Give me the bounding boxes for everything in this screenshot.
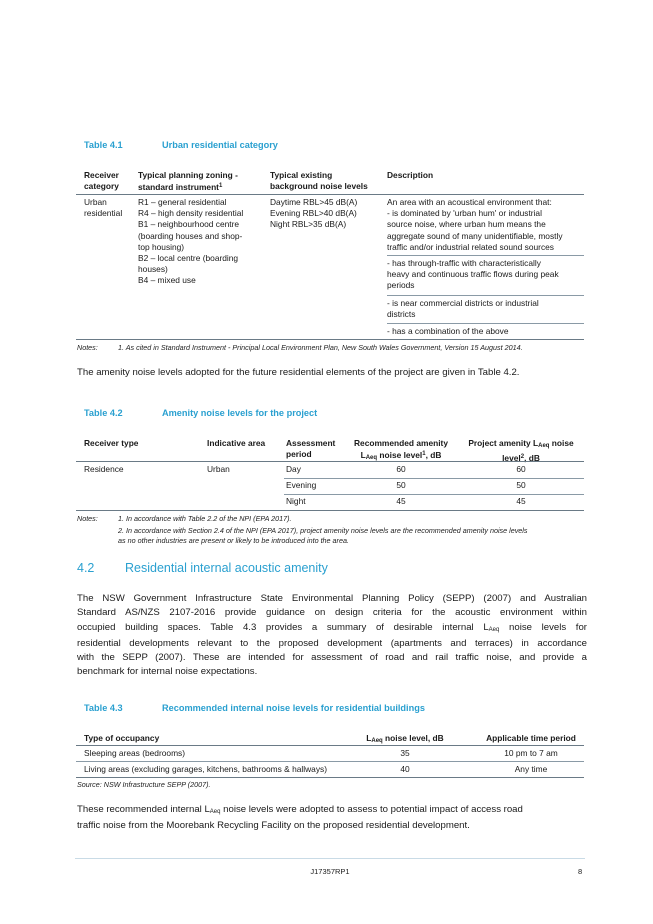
cell-line: An area with an acoustical environment that: [387,197,552,207]
text-run: These recommended internal L [77,804,210,815]
superscript: 2 [520,453,525,460]
cell-line: - is near commercial districts or industrial [387,298,539,308]
table-4-1-caption [84,140,278,150]
section-title: Residential internal acoustic amenity [125,561,328,575]
section-number: 4.2 [77,561,95,575]
table-rule [76,461,584,462]
cell-line: periods [387,280,415,291]
cell-line: heavy and continuous traffic flows during peak [387,269,559,280]
cell-line: districts [387,309,416,320]
cell-project: 60 [516,464,526,474]
superscript: 1 [422,450,426,457]
table-4-3-caption [84,703,425,713]
table-4-2-note-1: 1. In accordance with Table 2.2 of the NPI (EPA 2017). [118,514,292,523]
subscript: Aeq [365,454,378,461]
section-heading [77,561,328,575]
table-rule [76,339,584,340]
table-title: Recommended internal noise levels for residential buildings [162,703,425,713]
table-4-2-cell-receiver: Residence [84,464,124,474]
cell-line: R1 – general residential [138,197,227,207]
table-4-1-cell-description-2 [387,258,587,292]
cell-line: B4 – mixed use [138,275,196,286]
cell-recommended: 45 [396,496,406,506]
header-line: category [84,180,119,191]
footer-doc-id: J17357RP1 [310,867,350,876]
header-text: , dB [524,452,540,463]
table-rule [76,194,584,195]
table-4-1-header-description: Description [387,170,434,180]
table-4-1-notes-label: Notes: [77,343,98,352]
cell-line: - has through-traffic with characteristically [387,258,541,268]
cell-time: Any time [514,764,548,774]
text-line: Standard AS/NZS 2107-2016 provide guidance on design criteria for the acoustic environment within [77,607,587,619]
cell-divider [387,295,584,296]
table-4-1-cell-zoning [138,197,243,287]
text-line: The NSW Government Infrastructure State Environmental Planning Policy (SEPP) (2007) and Australian [77,593,587,604]
cell-period: Evening [286,480,317,490]
header-line: background noise levels [270,180,368,191]
table-4-1-header-background [270,170,368,191]
text-run: occupied building spaces. Table 4.3 provides a summary of desirable internal L [77,621,489,633]
cell-line: Night RBL>35 dB(A) [270,219,347,230]
table-4-2-header-recommended [346,438,456,463]
table-4-1-header-zoning [138,170,238,192]
cell-divider [387,255,584,256]
footer-divider [75,858,585,859]
row-divider [284,478,584,479]
header-text: , dB [425,449,442,460]
header-line: Typical planning zoning - [138,170,238,180]
table-4-3-source: Source: NSW Infrastructure SEPP (2007). [77,780,211,789]
table-4-2-cell-area: Urban [207,464,230,474]
table-4-2-header-period [286,438,335,459]
text-line [77,621,587,637]
paragraph-amenity: The amenity noise levels adopted for the future residential elements of the project are given in Table 4.2. [77,367,520,378]
cell-line: (boarding houses and shop- [138,230,243,241]
table-4-2-header-project [462,438,580,463]
header-line: Assessment [286,438,336,448]
cell-line: houses) [138,264,168,275]
table-4-2-notes-label: Notes: [77,514,98,523]
subscript: Aeq [209,809,221,815]
table-4-1-cell-receiver [84,197,122,219]
footer-page-number: 8 [578,867,583,876]
cell-level: 35 [400,748,410,758]
header-line: Receiver [84,170,119,180]
table-4-2-caption [84,408,317,418]
header-text: level [502,452,521,463]
header-text: noise level, dB [382,733,444,743]
table-4-1-cell-background [270,197,357,231]
cell-divider [387,323,584,324]
cell-line: B1 – neighbourhood centre [138,219,240,230]
cell-line: Urban [84,197,107,207]
cell-line: Daytime RBL>45 dB(A) [270,197,358,207]
cell-occupancy: Sleeping areas (bedrooms) [84,748,186,758]
table-4-1-header-receiver [84,170,119,191]
text-line: benchmark for internal noise expectations. [77,666,258,678]
text-run: noise levels were adopted to assess to potential impact of access road [220,804,523,815]
cell-period: Night [286,496,306,506]
cell-period: Day [286,464,301,474]
text-line: with the SEPP (2007). These are intended for assessment of road and rail traffic noise, and provide a [77,652,587,664]
cell-occupancy: Living areas (excluding garages, kitchens, bathrooms & hallways) [84,764,327,774]
cell-line: R4 – high density residential [138,208,244,219]
table-4-1-note-1: 1. As cited in Standard Instrument - Principal Local Environment Plan, New South Wales Government, Version 15 August 2014. [118,343,523,352]
subscript: Aeq [538,443,550,449]
table-4-1-cell-description-3 [387,298,587,320]
header-line: Recommended amenity [353,438,448,448]
paragraph-adopted [77,803,587,834]
text-line: residential developments relevant to the proposed development (apartments and terraces) in accordance [77,637,587,649]
table-rule [76,777,584,778]
cell-line: B2 – local centre (boarding [138,253,239,264]
header-text: L [360,449,366,460]
cell-line: - is dominated by 'urban hum' or industrial [387,208,542,219]
table-4-2-note-2: 2. In accordance with Section 2.4 of the NPI (EPA 2017), project amenity noise levels are the recommended amenity noise levels [118,526,528,535]
superscript: 1 [218,182,223,189]
text-line: traffic noise from the Moorebank Recycling Facility on the proposed residential development. [77,820,470,832]
table-label: Table 4.2 [84,408,123,418]
header-text: noise [549,438,574,448]
subscript: Aeq [488,626,500,633]
row-divider [76,761,584,762]
table-4-1-cell-description-4: - has a combination of the above [387,326,509,336]
row-divider [284,494,584,495]
cell-line: traffic and/or industrial related sound sources [387,241,554,252]
table-rule [76,745,584,746]
header-text: noise level [377,449,423,460]
cell-recommended: 60 [396,464,406,474]
cell-line: top housing) [138,241,185,252]
table-label: Table 4.3 [84,703,123,713]
text-run: noise levels for [499,621,587,633]
header-line: standard instrument [138,181,219,192]
cell-time: 10 pm to 7 am [504,748,558,758]
table-4-2-note-2-cont: as no other industries are present or likely to be introduced into the area. [118,536,349,545]
cell-level: 40 [400,764,410,774]
header-text: L [366,733,372,743]
table-4-1-cell-description [387,197,587,253]
paragraph-sepp [77,592,587,680]
text-line [77,803,587,819]
table-4-3-header-occupancy: Type of occupancy [84,733,160,743]
table-label: Table 4.1 [84,140,123,150]
table-4-2-header-receiver: Receiver type [84,438,139,448]
table-4-3-header-time: Applicable time period [486,733,576,743]
subscript: Aeq [371,738,383,744]
cell-project: 45 [516,496,526,506]
table-title: Amenity noise levels for the project [162,408,318,418]
cell-line: source noise, where urban hum means the [387,219,546,230]
table-title: Urban residential category [162,140,278,150]
cell-line: Evening RBL>40 dB(A) [270,208,357,219]
cell-line: aggregate sound of many unidentifiable, mostly [387,230,563,241]
cell-line: residential [84,208,123,219]
header-line: period [286,448,312,459]
header-line: Typical existing [270,170,333,180]
table-rule [76,510,584,511]
table-4-2-header-area: Indicative area [207,438,266,448]
cell-project: 50 [516,480,526,490]
cell-recommended: 50 [396,480,406,490]
header-text: Project amenity L [468,438,539,448]
